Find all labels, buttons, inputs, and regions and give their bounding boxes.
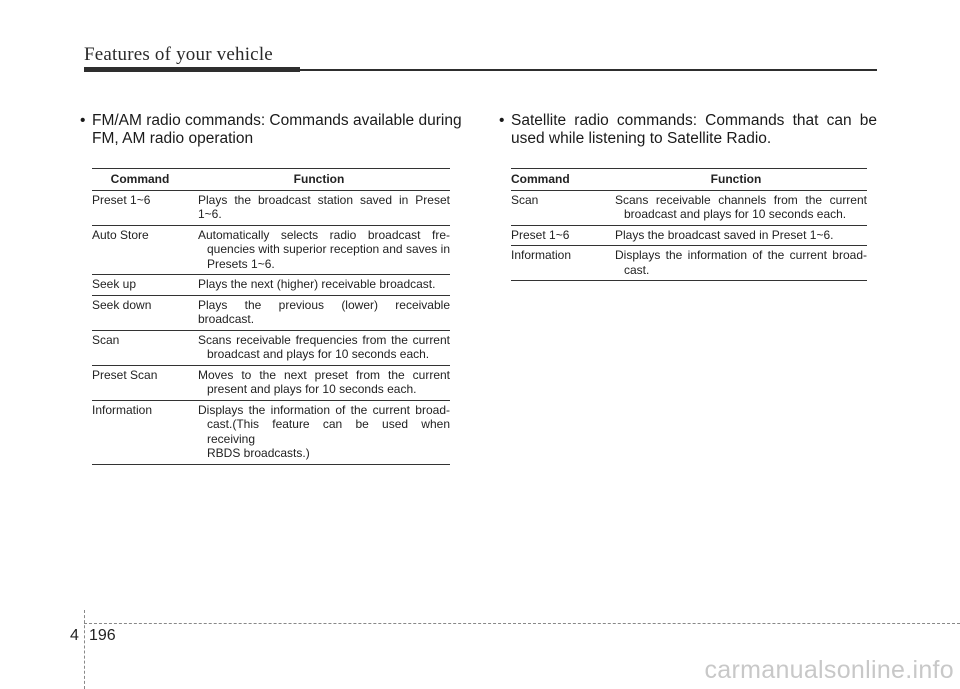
page-number: 196: [89, 627, 116, 644]
function-cell: [192, 400, 450, 464]
table-header-row: [511, 169, 867, 191]
header-rule-thin: [300, 69, 877, 71]
chapter-number: 4: [70, 627, 79, 644]
function-cell: [609, 190, 867, 225]
table-row: [511, 246, 867, 281]
function-line: Scans receivable channels from the current: [615, 192, 867, 207]
function-line: broadcast and plays for 10 seconds each.: [624, 207, 847, 221]
table-row: [92, 365, 450, 400]
command-cell: Auto Store: [92, 225, 192, 275]
function-line: Plays the previous (lower) receivable broadcast.: [198, 297, 450, 326]
command-cell: Information: [92, 400, 192, 464]
satellite-intro-line1: Satellite radio commands: Commands that can be: [511, 112, 877, 129]
function-line: cast.: [624, 262, 650, 277]
function-line: Displays the information of the current broad-: [198, 402, 450, 417]
function-line: Presets 1~6.: [207, 256, 275, 271]
table-row: [92, 275, 450, 296]
command-cell: Scan: [92, 330, 192, 365]
page-header-title: Features of your vehicle: [84, 44, 273, 65]
fm-am-intro: [80, 112, 462, 148]
column-header-command: Command: [511, 169, 609, 191]
column-header-command: Command: [92, 169, 192, 191]
satellite-intro: [499, 112, 877, 148]
table-row: [92, 295, 450, 330]
function-cell: [192, 330, 450, 365]
command-cell: Seek down: [92, 295, 192, 330]
function-cell: [192, 225, 450, 275]
function-line: Displays the information of the current broad-: [615, 248, 867, 262]
command-cell: Preset Scan: [92, 365, 192, 400]
column-header-function: Function: [192, 169, 450, 191]
bullet: •: [499, 112, 505, 129]
satellite-command-table: [511, 168, 867, 281]
function-cell: [192, 295, 450, 330]
bullet: •: [80, 112, 86, 129]
fm-am-intro-line1: FM/AM radio commands: Commands available during: [92, 112, 462, 129]
function-line: Plays the broadcast saved in Preset 1~6.: [615, 227, 834, 242]
function-line: quencies with superior reception and saves in: [207, 242, 450, 256]
table-row: [92, 330, 450, 365]
function-line: Plays the broadcast station saved in Preset 1~6.: [198, 192, 450, 221]
function-cell: [192, 275, 450, 296]
function-line: RBDS broadcasts.): [207, 446, 310, 460]
command-cell: Preset 1~6: [92, 190, 192, 225]
function-cell: [609, 246, 867, 281]
table-header-row: [92, 169, 450, 191]
command-cell: Preset 1~6: [511, 225, 609, 246]
table-row: [511, 225, 867, 246]
function-cell: [192, 365, 450, 400]
footer-vertical-rule: [84, 610, 85, 689]
fm-am-command-table: [92, 168, 450, 465]
header-rule-thick: [84, 67, 300, 72]
fm-am-intro-line2: FM, AM radio operation: [92, 130, 254, 147]
function-cell: [609, 225, 867, 246]
table-row: [92, 225, 450, 275]
watermark: carmanualsonline.info: [704, 656, 954, 684]
function-line: Plays the next (higher) receivable broadcast.: [198, 277, 436, 291]
function-line: cast.(This feature can be used when receiving: [207, 417, 450, 446]
satellite-intro-line2: used while listening to Satellite Radio.: [511, 130, 772, 147]
command-cell: Information: [511, 246, 609, 281]
footer-rule: [84, 623, 960, 624]
command-cell: Scan: [511, 190, 609, 225]
column-header-function: Function: [609, 169, 867, 191]
table-row: [92, 400, 450, 464]
function-line: Scans receivable frequencies from the current: [198, 332, 450, 347]
function-line: broadcast and plays for 10 seconds each.: [207, 347, 430, 361]
function-cell: [192, 190, 450, 225]
function-line: Automatically selects radio broadcast fre-: [198, 227, 450, 242]
table-row: [92, 190, 450, 225]
function-line: Moves to the next preset from the current: [198, 367, 450, 382]
command-cell: Seek up: [92, 275, 192, 296]
function-line: present and plays for 10 seconds each.: [207, 382, 417, 396]
table-row: [511, 190, 867, 225]
